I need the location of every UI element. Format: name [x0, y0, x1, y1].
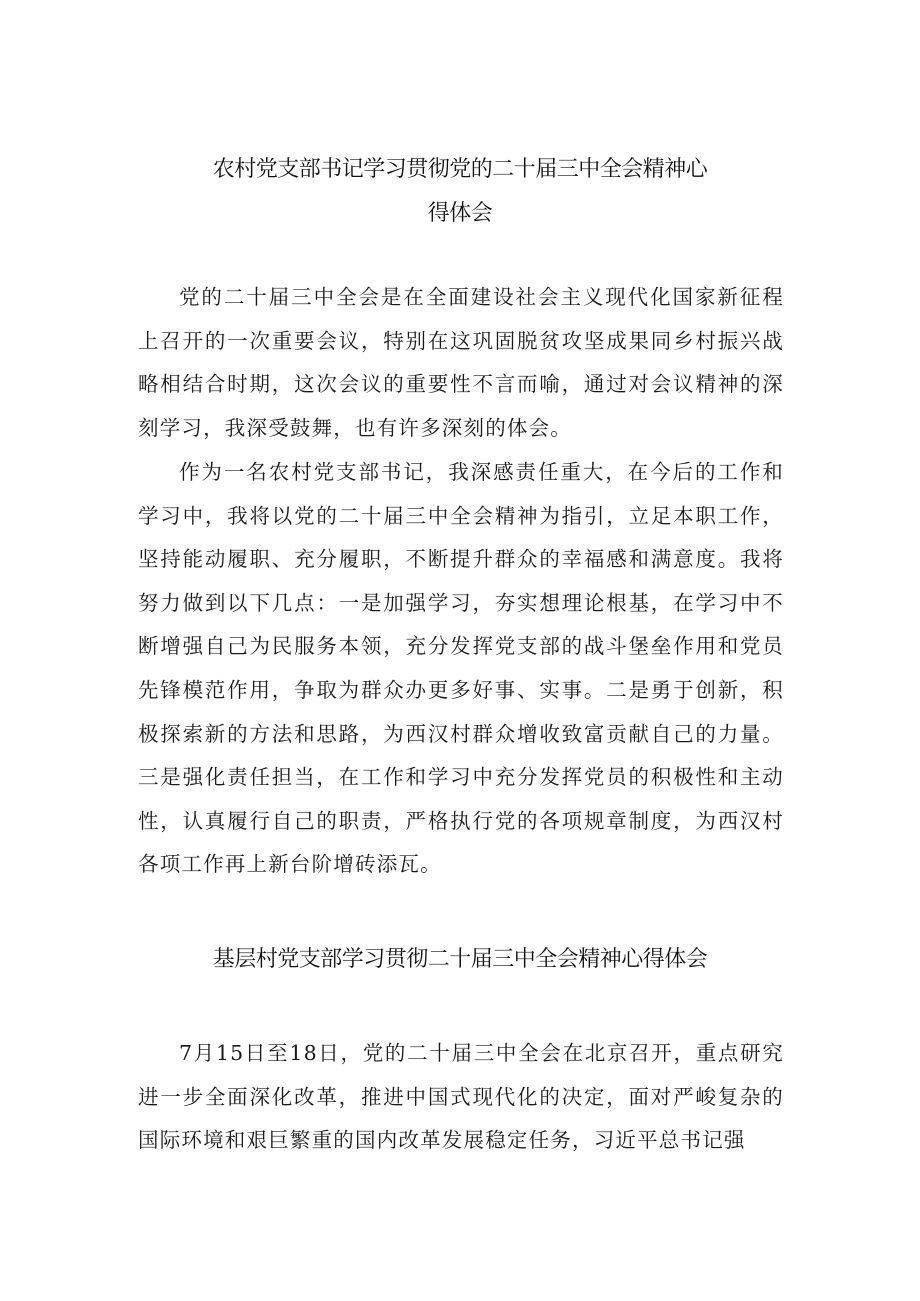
article1-paragraph-2: 作为一名农村党支部书记，我深感责任重大，在今后的工作和学习中，我将以党的二十届三中全会精神为指引，立足本职工作，坚持能动履职、充分履职，不断提升群众的幸福感和满意度。我将努力做到以下几点：一是加强学习，夯实想理论根基，在学习中不断增强自己为民服务本领，充分发挥党支部的战斗堡垒作用和党员先锋模范作用，争取为群众办更多好事、实事。二是勇于创新，积极探索新的方法和思路，为西汉村群众增收致富贡献自己的力量。三是强化责任担当，在工作和学习中充分发挥党员的积极性和主动性，认真履行自己的职责，严格执行党的各项规章制度，为西汉村各项工作再上新台阶增砖添瓦。	[138, 460, 784, 877]
article2-paragraph-1: 7月15日至18日，党的二十届三中全会在北京召开，重点研究进一步全面深化改革，推进中国式现代化的决定，面对严峻复杂的国际环境和艰巨繁重的国内改革发展稳定任务，习近平总书记强	[138, 1041, 784, 1153]
article2-title: 基层村党支部学习贯彻二十届三中全会精神心得体会	[212, 947, 708, 972]
article1-title-line2: 得体会	[427, 201, 493, 226]
article1-paragraph-1: 党的二十届三中全会是在全面建设社会主义现代化国家新征程上召开的一次重要会议，特别在这巩固脱贫攻坚成果同乡村振兴战略相结合时期，这次会议的重要性不言而喻，通过对会议精神的深刻学习，我深受鼓舞，也有许多深刻的体会。	[138, 285, 784, 440]
article1-title-line1: 农村党支部书记学习贯彻党的二十届三中全会精神心	[212, 157, 708, 182]
